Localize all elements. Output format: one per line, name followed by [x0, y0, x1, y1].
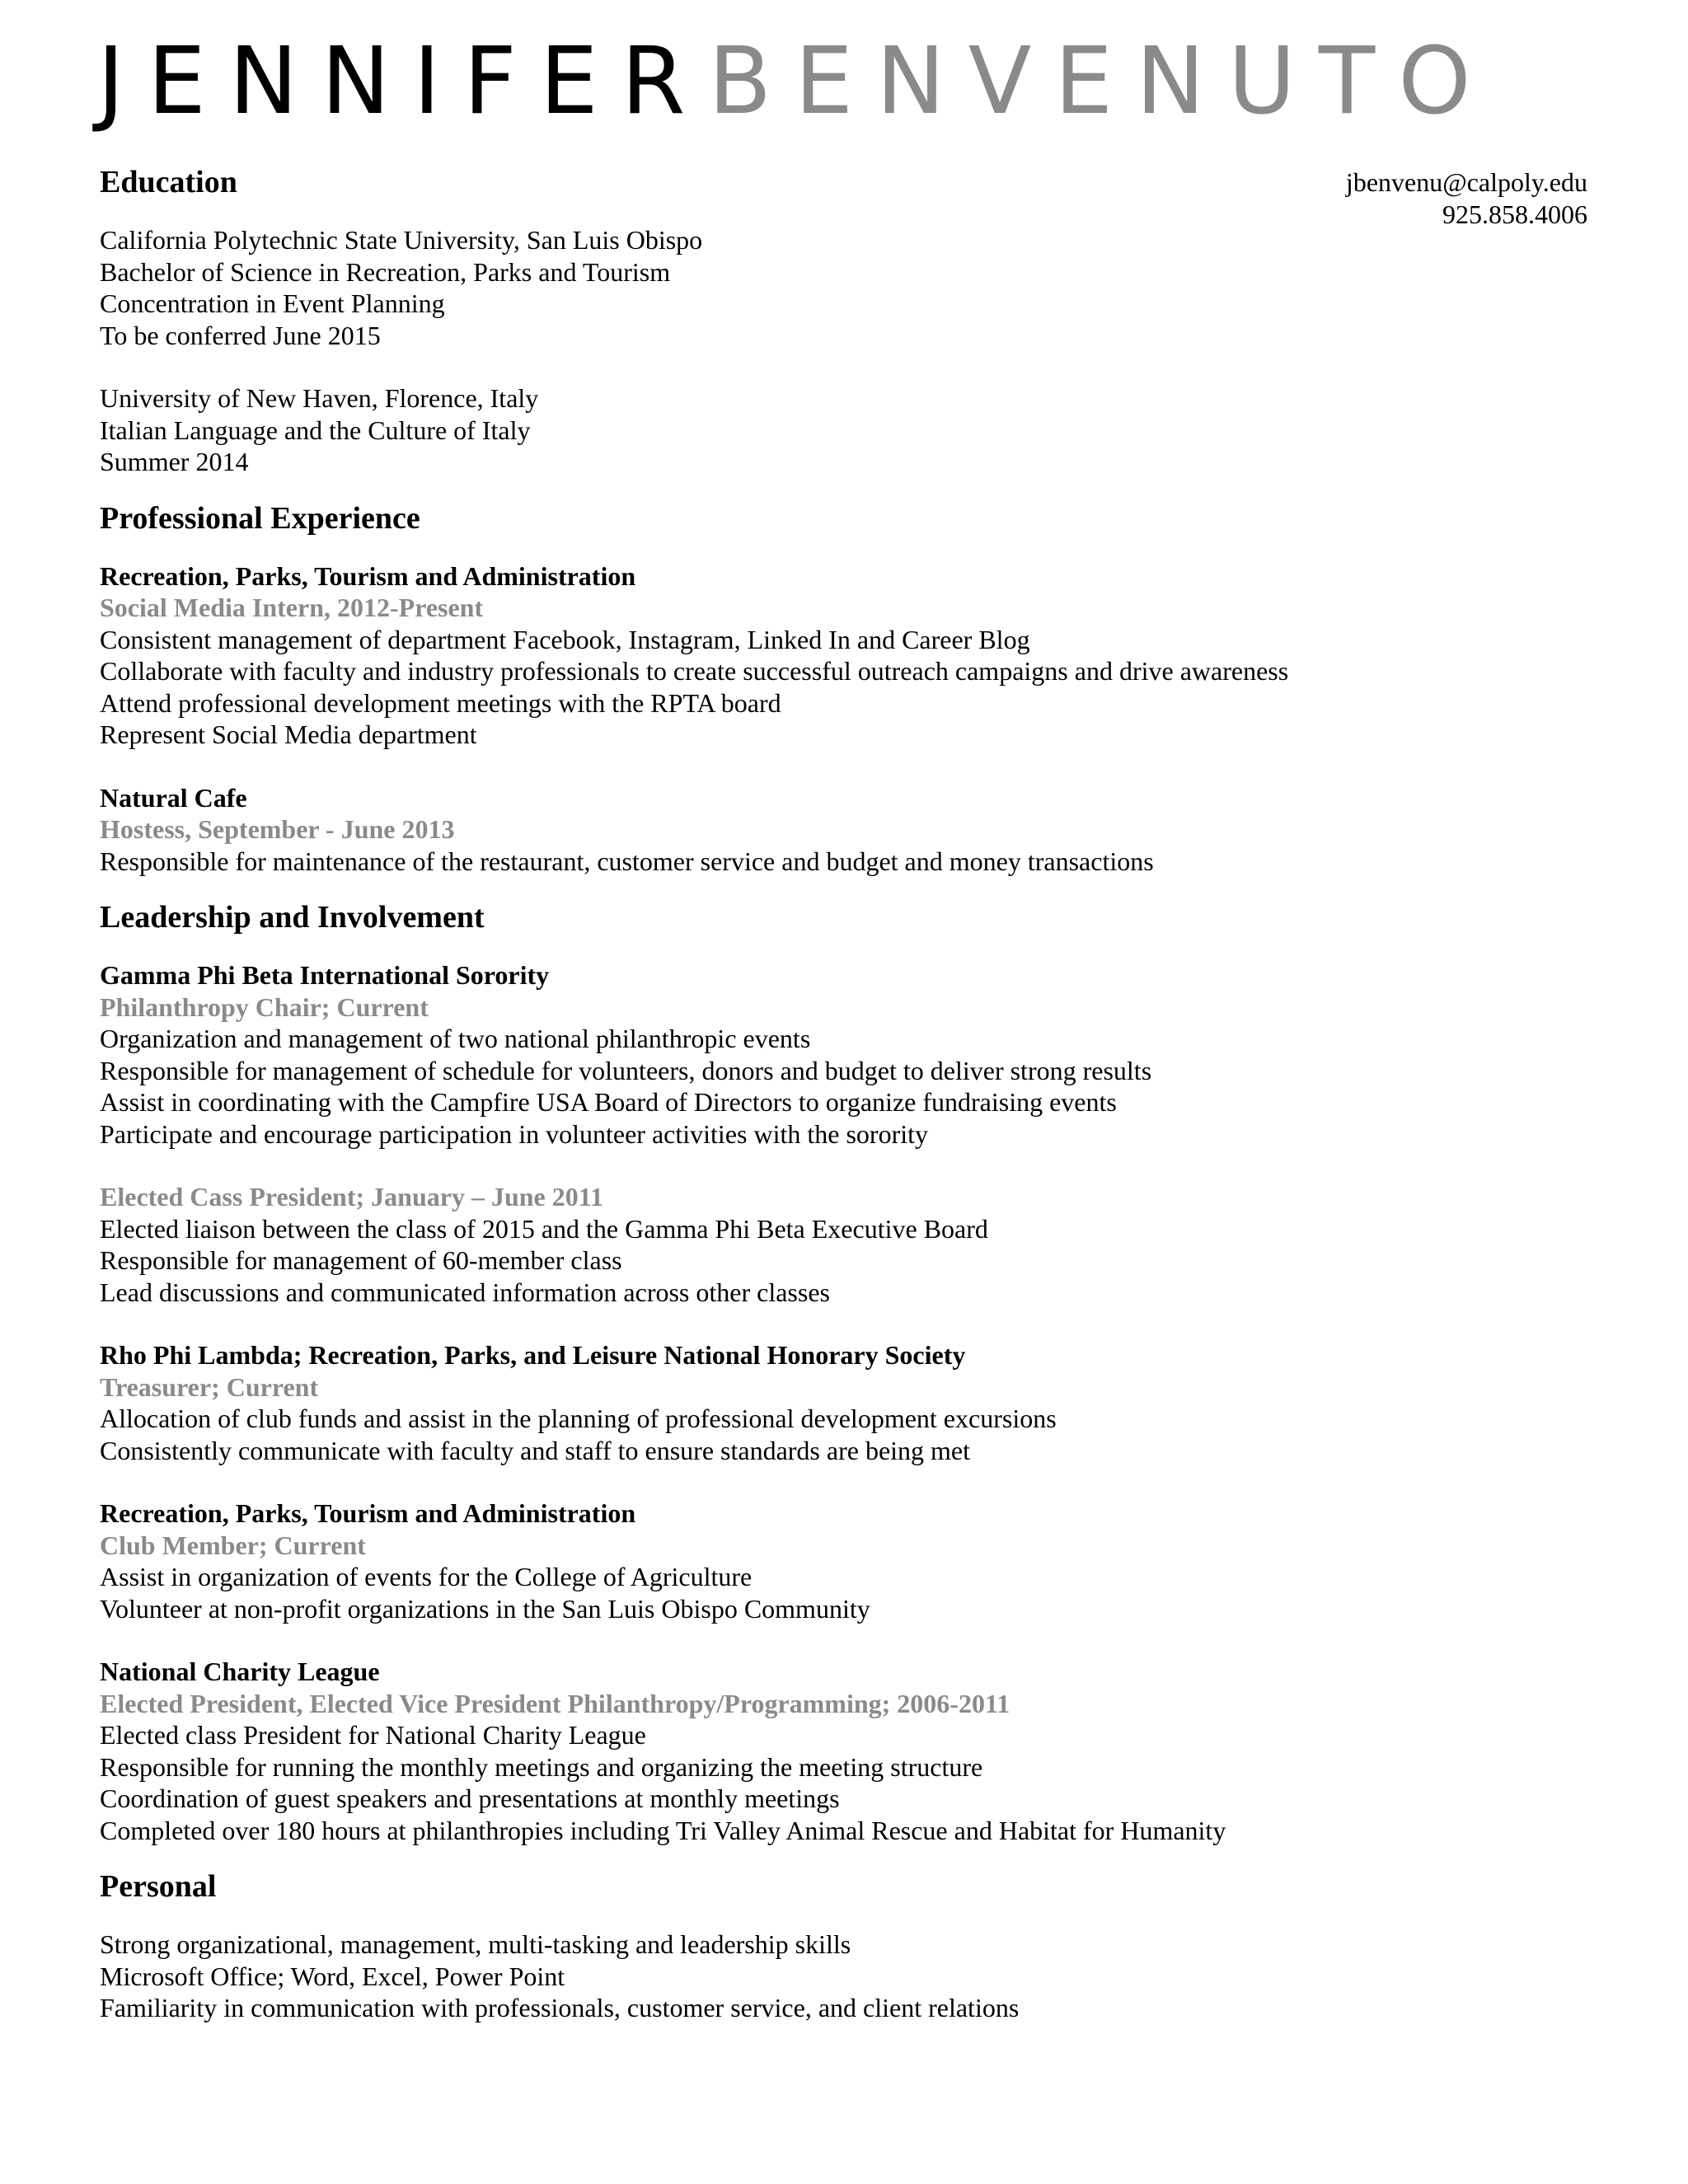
education-line: Italian Language and the Culture of Italy: [100, 415, 531, 445]
personal-line: Strong organizational, management, multi-tasking and leadership skills: [100, 1929, 851, 1959]
entry-line: Consistently communicate with faculty and staff to ensure standards are being met: [100, 1435, 971, 1465]
experience-section: [100, 498, 1501, 878]
entry-line: Allocation of club funds and assist in the planning of professional development excursions: [100, 1404, 1057, 1433]
education-line: Bachelor of Science in Recreation, Parks and Tourism: [100, 256, 671, 287]
entry-line: Consistent management of department Facebook, Instagram, Linked In and Career Blog: [100, 624, 1030, 654]
entry-organization: National Charity League: [100, 1657, 380, 1686]
education-body: [100, 224, 1501, 478]
entry-line: Completed over 180 hours at philanthropies including Tri Valley Animal Rescue and Habitat for Humanity: [100, 1815, 1226, 1845]
entry-line: Coordination of guest speakers and presentations at monthly meetings: [100, 1783, 840, 1813]
personal-line: Familiarity in communication with professionals, customer service, and client relations: [100, 1993, 1020, 2022]
leadership-entry: [100, 1181, 1501, 1308]
leadership-section: [100, 897, 1501, 1846]
entry-role: Hostess, September - June 2013: [100, 814, 455, 844]
entry-organization: Natural Cafe: [100, 782, 247, 813]
leadership-entry: [100, 1656, 1501, 1846]
entry-line: Responsible for maintenance of the restaurant, customer service and budget and money transactions: [100, 846, 1154, 876]
entry-role: Elected Cass President; January – June 2011: [100, 1182, 603, 1212]
education-line: To be conferred June 2015: [100, 320, 381, 350]
leadership-entry: [100, 959, 1501, 1150]
contact-phone: 925.858.4006: [1442, 199, 1587, 229]
section-title-experience: Professional Experience: [100, 500, 420, 536]
entry-line: Participate and encourage participation in volunteer activities with the sorority: [100, 1118, 928, 1149]
entry-role: Elected President, Elected Vice President Philanthropy/Programming; 2006-2011: [100, 1688, 1010, 1718]
resume-name-header: [97, 28, 1606, 135]
entry-line: Responsible for management of schedule for volunteers, donors and budget to deliver strong results: [100, 1055, 1152, 1085]
entry-organization: Gamma Phi Beta International Sorority: [100, 960, 550, 990]
entry-role: Treasurer; Current: [100, 1371, 319, 1402]
education-entry: [100, 224, 1501, 351]
education-line: Summer 2014: [100, 447, 249, 476]
personal-section: [100, 1866, 1501, 2024]
leadership-entry: [100, 1497, 1501, 1624]
entry-organization: Rho Phi Lambda; Recreation, Parks, and Leisure National Honorary Society: [100, 1340, 966, 1370]
entry-line: Represent Social Media department: [100, 719, 477, 749]
entry-line: Elected class President for National Charity League: [100, 1720, 646, 1750]
education-entry: [100, 382, 1501, 478]
personal-body: [100, 1929, 1501, 2024]
contact-email: jbenvenu@calpoly.edu: [1345, 167, 1587, 197]
experience-entry: [100, 560, 1501, 751]
first-name: JENNIFER: [97, 28, 709, 135]
entry-line: Organization and management of two national philanthropic events: [100, 1024, 811, 1053]
last-name: BENVENUTO: [708, 28, 1494, 135]
section-title-leadership: Leadership and Involvement: [100, 900, 485, 935]
entry-line: Volunteer at non-profit organizations in the San Luis Obispo Community: [100, 1593, 870, 1624]
entry-line: Attend professional development meetings with the RPTA board: [100, 687, 781, 718]
entry-role: Club Member; Current: [100, 1530, 366, 1560]
entry-organization: Recreation, Parks, Tourism and Administration: [100, 1498, 636, 1528]
education-section: [100, 162, 1501, 478]
entry-organization: Recreation, Parks, Tourism and Administration: [100, 560, 636, 591]
entry-line: Responsible for running the monthly meetings and organizing the meeting structure: [100, 1751, 983, 1782]
entry-role: Philanthropy Chair; Current: [100, 991, 429, 1022]
entry-line: Assist in organization of events for the College of Agriculture: [100, 1562, 753, 1591]
leadership-entry: [100, 1339, 1501, 1466]
experience-entry: [100, 782, 1501, 878]
entry-line: Responsible for management of 60-member class: [100, 1245, 622, 1275]
entry-line: Lead discussions and communicated information across other classes: [100, 1277, 830, 1307]
resume-content: [100, 162, 1501, 2041]
section-title-education: Education: [100, 165, 237, 199]
education-line: California Polytechnic State University, San Luis Obispo: [100, 225, 703, 255]
entry-line: Elected liaison between the class of 2015 and the Gamma Phi Beta Executive Board: [100, 1213, 988, 1244]
leadership-body: [100, 959, 1501, 1846]
education-line: Concentration in Event Planning: [100, 288, 445, 318]
education-line: University of New Haven, Florence, Italy: [100, 383, 539, 413]
personal-line: Microsoft Office; Word, Excel, Power Point: [100, 1961, 565, 1991]
entry-line: Collaborate with faculty and industry professionals to create successful outreach campaigns and drive awareness: [100, 656, 1289, 686]
entry-role: Social Media Intern, 2012-Present: [100, 593, 484, 622]
entry-line: Assist in coordinating with the Campfire USA Board of Directors to organize fundraising events: [100, 1087, 1117, 1117]
experience-body: [100, 560, 1501, 878]
section-title-personal: Personal: [100, 1869, 217, 1904]
